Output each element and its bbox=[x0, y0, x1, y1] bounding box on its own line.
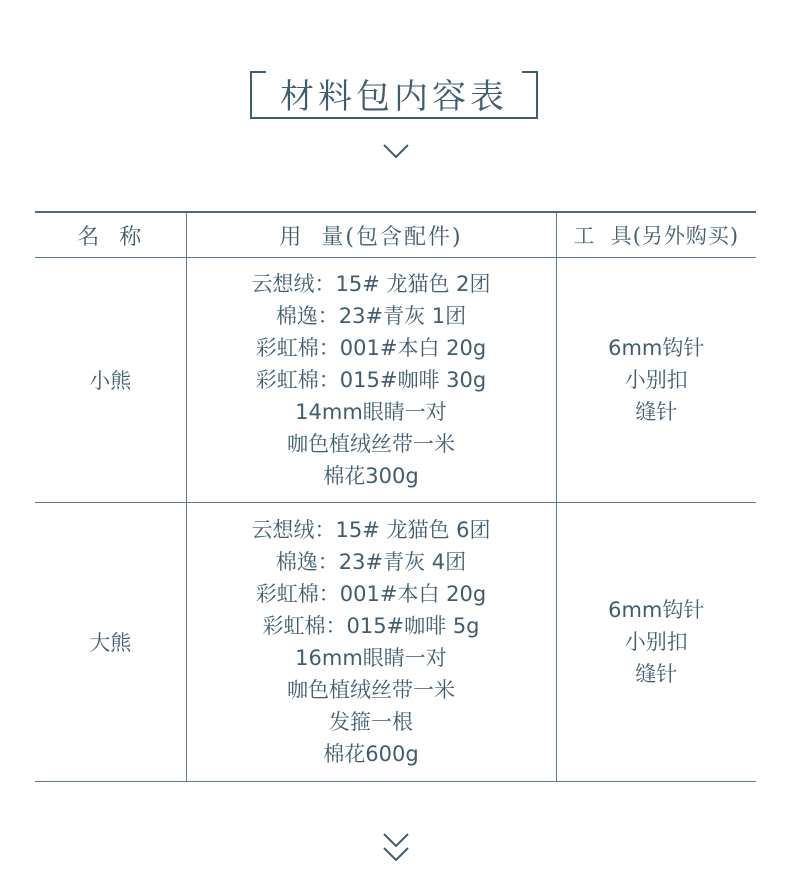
list-item: 咖色植绒丝带一米 bbox=[287, 432, 455, 456]
title-frame bbox=[250, 73, 538, 119]
tool-item: 6mm钩针 bbox=[608, 598, 705, 622]
list-item: 棉逸：23#青灰 4团 bbox=[275, 550, 467, 574]
row-items bbox=[186, 258, 556, 503]
tool-item: 缝针 bbox=[635, 662, 678, 686]
list-item: 棉逸：23#青灰 1团 bbox=[275, 304, 467, 328]
list-item: 彩虹棉：001#本白 20g bbox=[255, 336, 487, 360]
table-header-row bbox=[35, 212, 756, 258]
table-row bbox=[35, 503, 756, 782]
tool-item: 缝针 bbox=[635, 400, 678, 424]
list-item: 棉花300g bbox=[323, 464, 419, 488]
double-chevron-down-icon bbox=[383, 832, 409, 864]
row-tools bbox=[556, 503, 756, 782]
row-name: 小熊 bbox=[35, 258, 186, 503]
list-item: 彩虹棉：001#本白 20g bbox=[255, 582, 487, 606]
list-item: 发箍一根 bbox=[329, 710, 413, 734]
tool-item: 6mm钩针 bbox=[608, 336, 705, 360]
list-item: 16mm眼睛一对 bbox=[295, 646, 447, 670]
tool-item: 小别扣 bbox=[624, 630, 688, 654]
page-title: 材料包内容表 bbox=[280, 77, 508, 117]
chevron-down-icon bbox=[383, 142, 409, 162]
list-item: 棉花600g bbox=[323, 742, 419, 766]
list-item: 云想绒：15# 龙猫色 6团 bbox=[251, 518, 491, 542]
tool-item: 小别扣 bbox=[624, 368, 688, 392]
row-tools bbox=[556, 258, 756, 503]
header-name: 名 称 bbox=[35, 212, 186, 258]
list-item: 云想绒：15# 龙猫色 2团 bbox=[251, 272, 491, 296]
header-tools: 工 具(另外购买) bbox=[556, 212, 756, 258]
row-name: 大熊 bbox=[35, 503, 186, 782]
header-usage: 用 量(包含配件) bbox=[186, 212, 556, 258]
list-item: 14mm眼睛一对 bbox=[295, 400, 447, 424]
row-items bbox=[186, 503, 556, 782]
list-item: 彩虹棉：015#咖啡 30g bbox=[255, 368, 487, 392]
table-row bbox=[35, 258, 756, 503]
materials-table bbox=[35, 211, 756, 782]
list-item: 咖色植绒丝带一米 bbox=[287, 678, 455, 702]
list-item: 彩虹棉：015#咖啡 5g bbox=[262, 614, 480, 638]
